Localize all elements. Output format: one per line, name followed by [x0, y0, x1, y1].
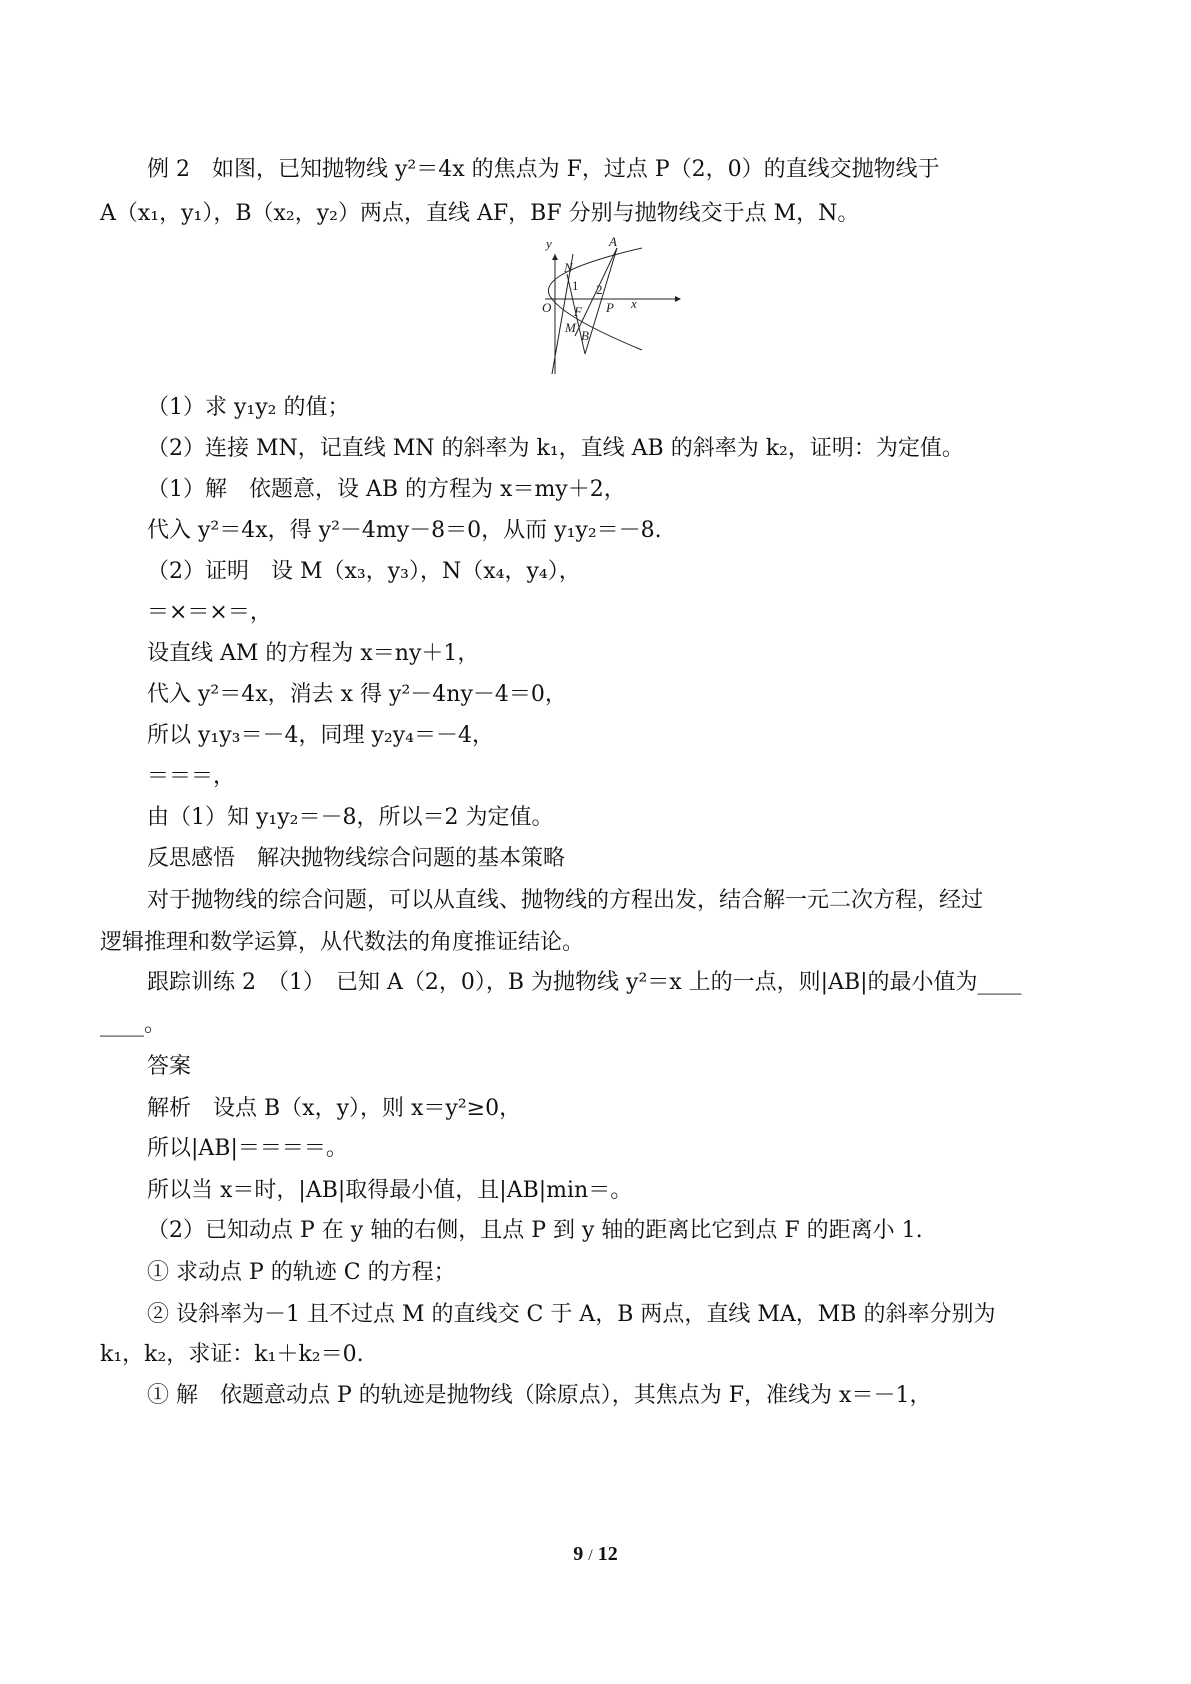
text-line-3: （1）求 y₁y₂ 的值；: [147, 395, 350, 420]
text-line-26: k₁，k₂，求证：k₁＋k₂＝0.: [100, 1342, 364, 1367]
label-y: y: [546, 236, 552, 251]
text-line-11: 所以 y₁y₃＝－4，同理 y₂y₄＝－4，: [147, 723, 494, 748]
text-line-1: 例 2 如图，已知抛物线 y²＝4x 的焦点为 F，过点 P（2，0）的直线交抛物线于: [147, 157, 940, 182]
text-line-18: ____。: [100, 1012, 167, 1037]
text-line-13: 由（1）知 y₁y₂＝－8，所以＝2 为定值。: [147, 805, 554, 830]
text-line-24: ① 求动点 P 的轨迹 C 的方程；: [147, 1260, 456, 1285]
text-line-19: 答案: [147, 1054, 192, 1079]
text-line-14: 反思感悟 解决抛物线综合问题的基本策略: [147, 846, 566, 871]
label-x: x: [631, 296, 637, 311]
page-total: 12: [597, 1543, 618, 1565]
text-line-5: （1）解 依题意，设 AB 的方程为 x＝my＋2，: [147, 477, 626, 502]
text-line-4: （2）连接 MN，记直线 MN 的斜率为 k₁，直线 AB 的斜率为 k₂，证明：为定值。: [147, 436, 964, 461]
text-line-22: 所以当 x＝时，|AB|取得最小值，且|AB|min＝。: [147, 1178, 633, 1203]
label-P: P: [606, 300, 614, 315]
label-2: 2: [596, 282, 603, 297]
x-axis-arrow: [675, 296, 681, 302]
label-A: A: [609, 234, 617, 249]
label-B: B: [581, 328, 589, 343]
y-axis-arrow: [552, 254, 558, 260]
text-line-23: （2）已知动点 P 在 y 轴的右侧，且点 P 到 y 轴的距离比它到点 F 的距离小 1.: [147, 1218, 923, 1243]
text-line-12: ＝＝＝，: [147, 764, 236, 789]
text-line-7: （2）证明 设 M（x₃，y₃），N（x₄，y₄），: [147, 559, 581, 584]
page-separator: /: [588, 1547, 593, 1564]
text-line-16: 逻辑推理和数学运算，从代数法的角度推证结论。: [100, 930, 585, 955]
label-N: N: [564, 260, 573, 275]
text-line-27: ① 解 依题意动点 P 的轨迹是抛物线（除原点），其焦点为 F，准线为 x＝－1，: [147, 1383, 932, 1408]
text-line-2: A（x₁，y₁），B（x₂，y₂）两点，直线 AF，BF 分别与抛物线交于点 M，N。: [100, 201, 860, 226]
text-line-10: 代入 y²＝4x，消去 x 得 y²－4ny－4＝0，: [147, 682, 567, 707]
page-number: [0, 1543, 1191, 1566]
label-1: 1: [572, 278, 579, 293]
text-line-15: 对于抛物线的综合问题，可以从直线、抛物线的方程出发，结合解一元二次方程，经过: [147, 888, 984, 913]
text-line-9: 设直线 AM 的方程为 x＝ny＋1，: [147, 641, 480, 666]
page-current: 9: [573, 1543, 584, 1565]
text-line-20: 解析 设点 B（x，y），则 x＝y²≥0，: [147, 1096, 522, 1121]
text-line-8: ＝×＝×＝，: [147, 600, 272, 625]
text-line-25: ② 设斜率为－1 且不过点 M 的直线交 C 于 A，B 两点，直线 MA，MB 的斜率分别为: [147, 1302, 996, 1327]
label-M: M: [565, 320, 576, 335]
label-O: O: [542, 300, 552, 315]
label-F: F: [574, 304, 582, 319]
text-line-17: 跟踪训练 2 （1） 已知 A（2，0），B 为抛物线 y²＝x 上的一点，则|AB|的最小值为____: [147, 970, 1022, 995]
text-line-6: 代入 y²＝4x，得 y²－4my－8＝0，从而 y₁y₂＝－8.: [147, 518, 662, 543]
text-line-21: 所以|AB|＝＝＝＝。: [147, 1136, 348, 1161]
parabola-figure: [542, 234, 695, 404]
